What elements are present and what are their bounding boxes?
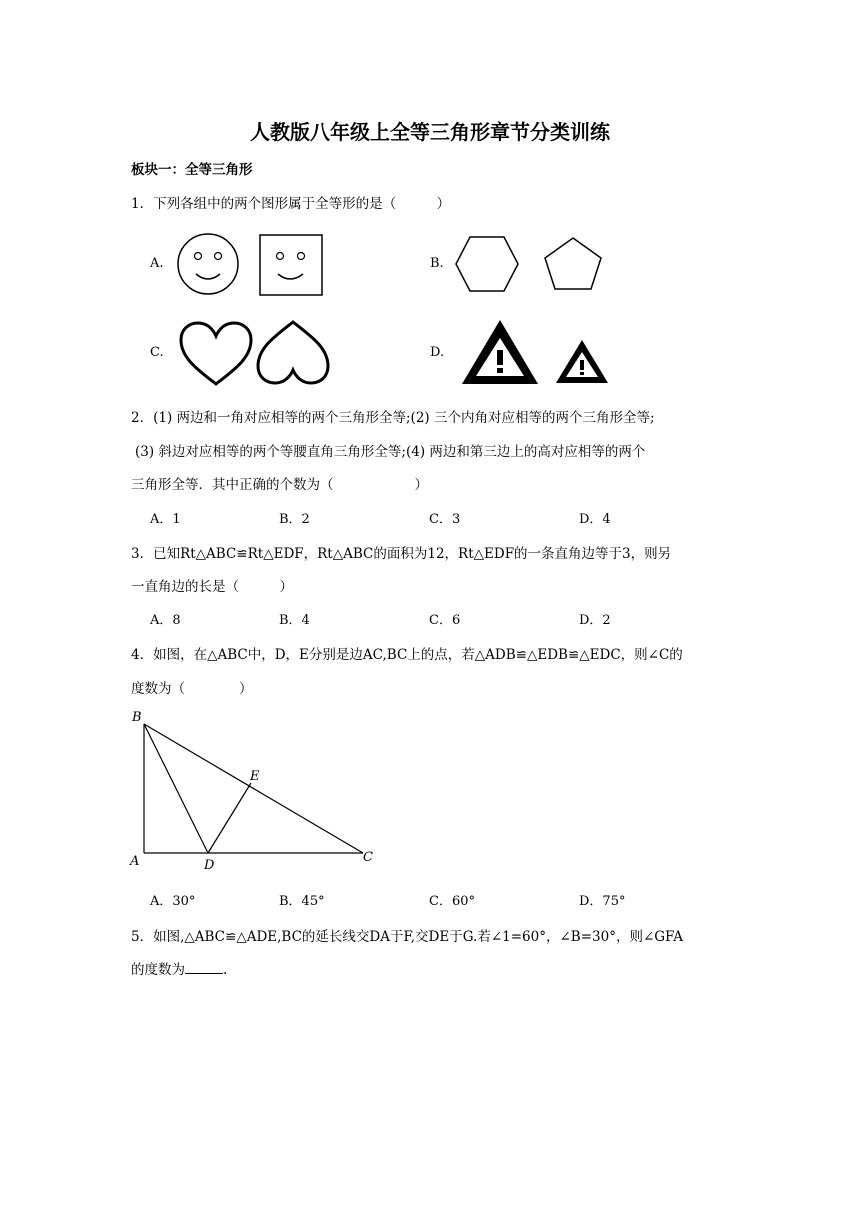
q4-option-c: C．60° <box>429 894 475 909</box>
triangle-diagram <box>126 706 386 873</box>
heart-rotated-figure <box>256 318 330 386</box>
smiley-circle-figure <box>176 232 240 296</box>
q1-stem: 1．下列各组中的两个图形属于全等形的是（ ） <box>131 196 451 212</box>
q2-line-1: 2．(1) 两边和一角对应相等的两个三角形全等;(2) 三个内角对应相等的两个三角形全等; <box>131 410 655 426</box>
q4-option-b: B．45° <box>279 894 325 909</box>
q2-line-2: (3) 斜边对应相等的两个等腰直角三角形全等;(4) 两边和第三边上的高对应相等的两个 <box>135 444 646 460</box>
q5-line-2-wrap <box>131 958 227 978</box>
warning-triangle-small-figure <box>554 338 610 384</box>
page-title: 人教版八年级上全等三角形章节分类训练 <box>250 120 610 144</box>
q3-line-2: 一直角边的长是（ ） <box>131 579 293 595</box>
q4-line-2: 度数为（ ） <box>131 681 253 697</box>
q2-option-a: A．1 <box>150 512 181 527</box>
q3-line-1: 3．已知Rt△ABC≌Rt△EDF，Rt△ABC的面积为12，Rt△EDF的一条直角边等于3，则另 <box>131 546 672 562</box>
q4-option-a: A．30° <box>150 894 196 909</box>
q3-option-b: B．4 <box>279 613 310 628</box>
section-heading: 板块一：全等三角形 <box>131 162 253 178</box>
q2-option-b: B．2 <box>279 512 310 527</box>
q2-option-d: D．4 <box>579 512 611 527</box>
vertex-label-e: E <box>250 769 260 784</box>
q1-option-b-label: B. <box>430 256 444 271</box>
q1-option-d-label: D. <box>430 345 445 360</box>
q1-option-a-label: A. <box>150 256 164 271</box>
vertex-label-b: B <box>132 710 142 725</box>
vertex-label-c: C <box>363 850 373 865</box>
hexagon-figure <box>454 236 520 292</box>
q3-option-a: A．8 <box>150 613 181 628</box>
smiley-square-figure <box>259 234 323 296</box>
segment-de <box>208 783 251 853</box>
warning-triangle-large-figure <box>460 318 540 386</box>
q4-option-d: D．75° <box>579 894 626 909</box>
vertex-label-d: D <box>204 858 215 873</box>
q5-line-2: 的度数为 <box>131 962 185 978</box>
vertex-label-a: A <box>130 854 140 869</box>
answer-blank <box>185 961 223 974</box>
q1-option-c-label: C. <box>150 345 164 360</box>
side-bc <box>144 724 363 853</box>
q5-period: . <box>223 962 228 978</box>
q5-line-1: 5．如图,△ABC≌△ADE,BC的延长线交DA于F,交DE于G.若∠1=60°，∠B=30°，则∠GFA <box>131 929 683 945</box>
q2-option-c: C．3 <box>429 512 461 527</box>
heart-upright-figure <box>178 320 254 386</box>
q3-option-c: C．6 <box>429 613 461 628</box>
q2-line-3: 三角形全等．其中正确的个数为（ ） <box>131 477 428 493</box>
pentagon-figure <box>542 236 604 292</box>
q3-option-d: D．2 <box>579 613 611 628</box>
q4-line-1: 4．如图，在△ABC中，D，E分别是边AC,BC上的点，若△ADB≌△EDB≌△EDC，则∠C的 <box>131 647 683 663</box>
